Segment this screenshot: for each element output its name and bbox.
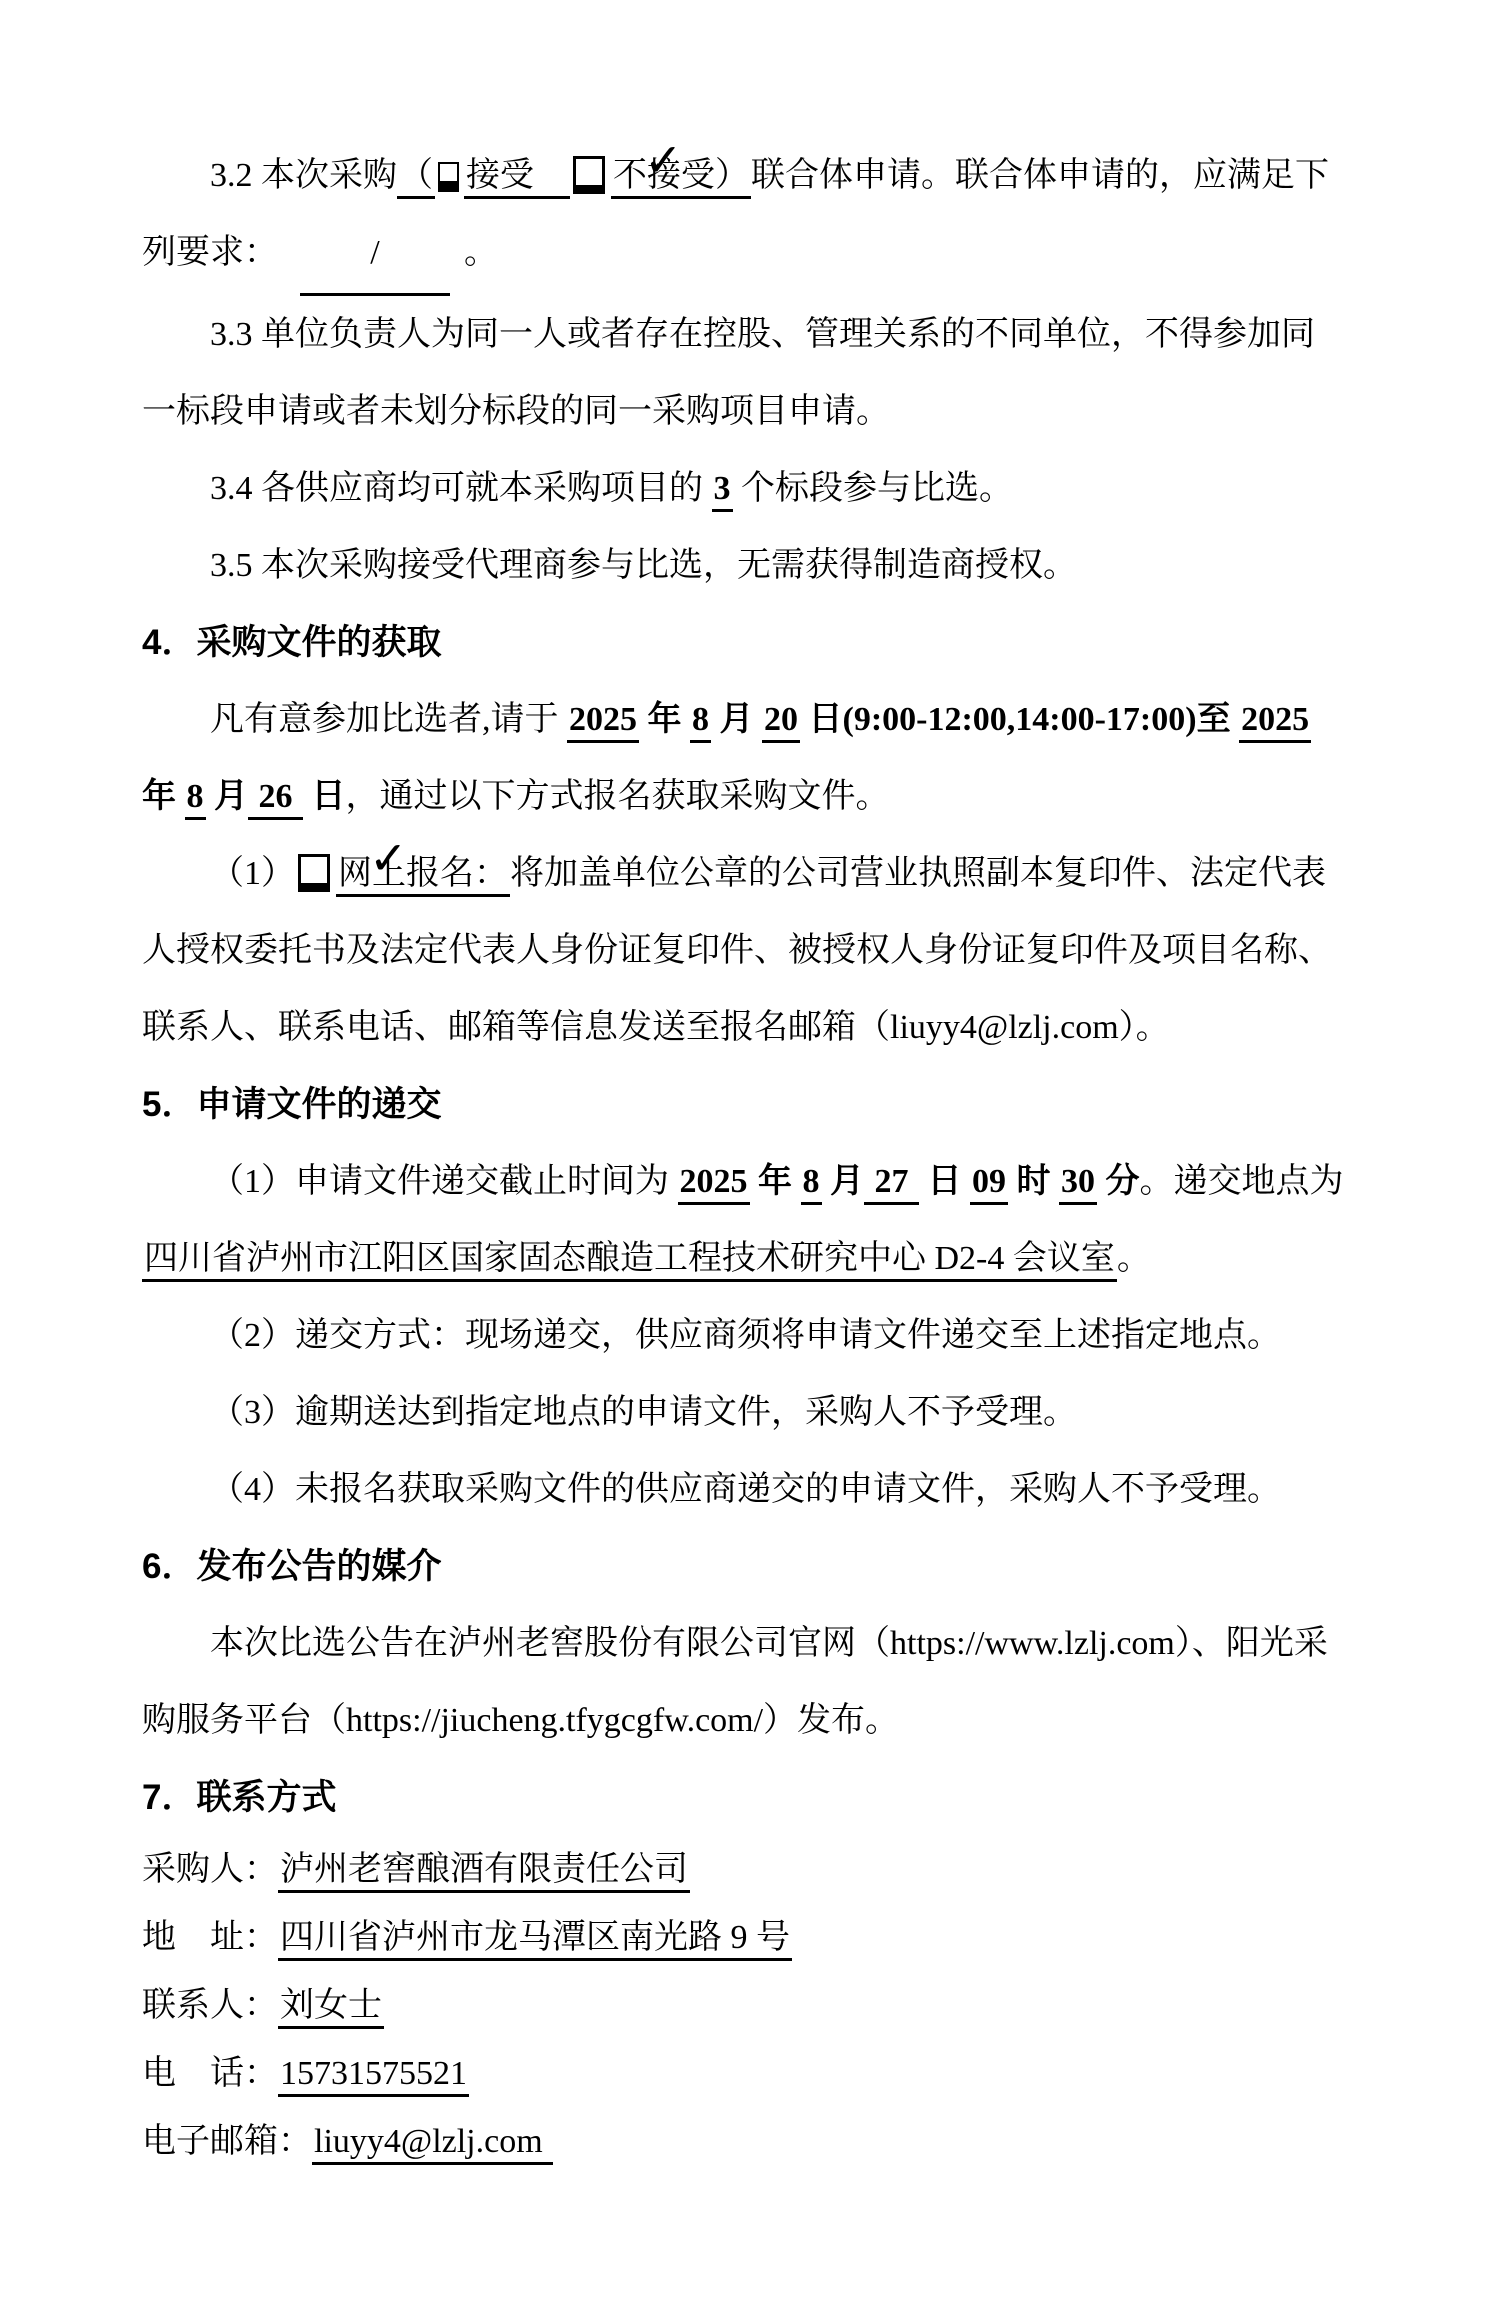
text-run: （1） — [210, 855, 295, 892]
text-run: 月 — [711, 701, 762, 738]
text-run: 3.2 本次采购 — [210, 157, 397, 194]
text-run: 年 — [142, 778, 185, 815]
contact-address — [142, 1904, 1364, 1972]
line-3-3-b — [142, 373, 1364, 450]
line-3-3-a — [142, 296, 1364, 373]
line-3-5 — [142, 527, 1364, 604]
text-run: ，通过以下方式报名获取采购文件。 — [345, 778, 890, 815]
line-3-2-b — [142, 214, 1364, 296]
line-5-2 — [142, 1297, 1364, 1374]
text-run: 2025 — [567, 701, 639, 743]
text-run: 至 — [1196, 701, 1240, 738]
contact-phone — [142, 2040, 1364, 2108]
text-run: 4．采购文件的获取 — [142, 623, 442, 662]
text-run: 30 — [1059, 1163, 1097, 1205]
text-run: 购服务平台（https://jiucheng.tfygcgfw.com/）发布。 — [142, 1702, 900, 1739]
text-run: 2025 — [678, 1163, 750, 1205]
text-run: 本次比选公告在泸州老窖股份有限公司官网（https://www.lzlj.com）、阳光采 — [210, 1625, 1328, 1662]
line-5-1-a — [142, 1143, 1364, 1220]
text-run: 2025 — [1239, 701, 1311, 743]
text-run: 人授权委托书及法定代表人身份证复印件、被授权人身份证复印件及项目名称、 — [142, 932, 1332, 969]
text-run: 8 — [690, 701, 711, 743]
text-run: 5．申请文件的递交 — [142, 1085, 442, 1124]
contact-value: 四川省泸州市龙马潭区南光路 9 号 — [278, 1919, 792, 1961]
text-run: 不接受） — [611, 157, 751, 199]
line-4-1-b — [142, 912, 1364, 989]
contact-label: 电 话： — [142, 2055, 278, 2092]
text-run: 。 — [464, 234, 498, 271]
line-6-a — [142, 1605, 1364, 1682]
line-4-b — [142, 758, 1364, 835]
text-run: （4）未报名获取采购文件的供应商递交的申请文件，采购人不予受理。 — [210, 1471, 1281, 1508]
contact-value: 泸州老窖酿酒有限责任公司 — [278, 1851, 690, 1893]
line-3-2-a — [142, 137, 1364, 214]
heading-5 — [142, 1066, 1364, 1143]
text-run: 7．联系方式 — [142, 1778, 337, 1817]
blank-field: / — [300, 214, 450, 296]
text-run: 8 — [801, 1163, 822, 1205]
line-5-1-b — [142, 1220, 1364, 1297]
text-run: 20 — [762, 701, 800, 743]
document-content — [142, 137, 1364, 2176]
contact-value: liuyy4@lzlj.com — [312, 2123, 553, 2165]
text-run: （1）申请文件递交截止时间为 — [210, 1163, 678, 1200]
text-run: 将加盖单位公章的公司营业执照副本复印件、法定代表 — [510, 855, 1326, 892]
heading-7 — [142, 1759, 1364, 1836]
text-run: (9:00-12:00,14:00-17:00) — [842, 701, 1197, 738]
contact-label: 地 址： — [142, 1919, 278, 1956]
contact-purchaser — [142, 1836, 1364, 1904]
checkbox-checked-icon — [298, 854, 330, 886]
text-run: 27 — [864, 1163, 919, 1205]
text-run: 凡有意参加比选者,请于 — [210, 701, 567, 738]
text-run: （ — [397, 157, 435, 199]
text-run: 日 — [800, 701, 843, 738]
text-run: 。 — [1116, 1240, 1151, 1277]
text-run: 日 — [919, 1163, 970, 1200]
text-run: 26 — [248, 778, 303, 820]
text-run: 09 — [970, 1163, 1008, 1205]
text-run: 列要求： — [142, 234, 278, 271]
contact-label: 采购人： — [142, 1851, 278, 1888]
text-run: 8 — [185, 778, 206, 820]
text-run: 联合体申请。联合体申请的，应满足下 — [751, 157, 1329, 194]
text-run: 联系人、联系电话、邮箱等信息发送至报名邮箱（liuyy4@lzlj.com）。 — [142, 1009, 1170, 1046]
text-run: 3.4 各供应商均可就本采购项目的 — [210, 470, 712, 507]
contact-person — [142, 1972, 1364, 2040]
text-run: 月 — [821, 1163, 864, 1200]
line-4-1-c — [142, 989, 1364, 1066]
contact-value: 刘女士 — [278, 1987, 384, 2029]
checkbox-checked-icon — [573, 156, 605, 188]
contact-email — [142, 2108, 1364, 2176]
text-run: 月 — [205, 778, 248, 815]
text-run: 年 — [639, 701, 690, 738]
line-5-3 — [142, 1374, 1364, 1451]
text-run: 6．发布公告的媒介 — [142, 1547, 442, 1586]
text-run: 时 — [1008, 1163, 1059, 1200]
contact-value: 15731575521 — [278, 2055, 469, 2097]
text-run: 一标段申请或者未划分标段的同一采购项目申请。 — [142, 393, 890, 430]
line-5-4 — [142, 1451, 1364, 1528]
text-run: 分 — [1097, 1163, 1140, 1200]
text-run: 3 — [712, 470, 733, 512]
line-3-4 — [142, 450, 1364, 527]
text-run: 3.5 本次采购接受代理商参与比选，无需获得制造商授权。 — [210, 547, 1077, 584]
contact-label: 联系人： — [142, 1987, 278, 2024]
text-run: 年 — [749, 1163, 801, 1200]
line-4-1-a — [142, 835, 1364, 912]
contact-label: 电子邮箱： — [142, 2123, 312, 2160]
heading-6 — [142, 1528, 1364, 1605]
text-run: （2）递交方式：现场递交，供应商须将申请文件递交至上述指定地点。 — [210, 1317, 1281, 1354]
text-run: 接受 — [464, 157, 570, 199]
checkbox-empty-icon — [438, 162, 459, 183]
line-4-a — [142, 681, 1364, 758]
text-run: 个标段参与比选。 — [732, 470, 1013, 507]
text-run: 四川省泸州市江阳区国家固态酿造工程技术研究中心 D2-4 会议室 — [142, 1240, 1117, 1282]
text-run: 3.3 单位负责人为同一人或者存在控股、管理关系的不同单位，不得参加同 — [210, 316, 1315, 353]
text-run: 网上报名： — [336, 855, 510, 897]
text-run: 。递交地点为 — [1139, 1163, 1344, 1200]
heading-4 — [142, 604, 1364, 681]
line-6-b — [142, 1682, 1364, 1759]
text-run: 日 — [303, 778, 346, 815]
text-run: （3）逾期送达到指定地点的申请文件，采购人不予受理。 — [210, 1394, 1077, 1431]
